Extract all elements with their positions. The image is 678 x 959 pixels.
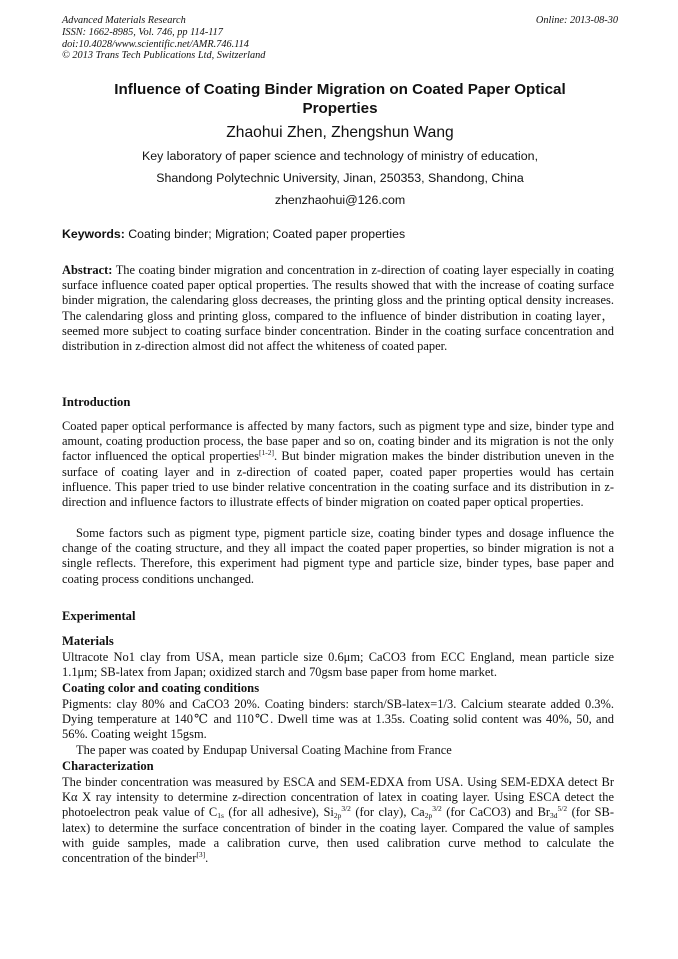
char-text-c: (for clay), Ca bbox=[350, 805, 425, 820]
characterization-heading: Characterization bbox=[62, 759, 154, 773]
journal-name: Advanced Materials Research bbox=[62, 15, 186, 26]
char-text-e: (for SB-latex) to determine the surface concentration of binder in the coating layer. Compared the value of samples with guide samples, made a calibration curve, then used calibration curve method to calculate the concentration of the binder bbox=[62, 805, 614, 866]
affiliation-line-1: Key laboratory of paper science and technology of ministry of education, bbox=[141, 149, 539, 163]
ca-subscript: 2p bbox=[424, 811, 433, 821]
materials-paragraph: Ultracote No1 clay from USA, mean particle size 0.6μm; CaCO3 from ECC England, mean particle size 1.1μm; SB-latex from Japan; oxidized starch and 70gsm base paper from home market. bbox=[62, 650, 614, 680]
char-text-a: The binder concentration was measured by ESCA and SEM-EDXA from USA. Using SEM-EDXA detect Br Kα X ray intensity to determine z-direction concentration of latex in coating layer. Using ESCA detect the photoelectron peak value of C bbox=[62, 775, 614, 820]
affiliation-line-2: Shandong Polytechnic University, Jinan, 250353, Shandong, China bbox=[156, 171, 524, 185]
ca-superscript: 3/2 bbox=[432, 804, 442, 814]
si-subscript: 2p bbox=[333, 811, 342, 821]
c1s-subscript: 1s bbox=[217, 811, 224, 821]
keywords bbox=[62, 227, 618, 242]
br-subscript: 3d bbox=[550, 811, 558, 821]
journal-header bbox=[62, 15, 618, 62]
online-date: Online: 2013-08-30 bbox=[535, 15, 618, 26]
issn-line: ISSN: 1662-8985, Vol. 746, pp 114-117 bbox=[62, 26, 223, 38]
keywords-label: Keywords: bbox=[62, 227, 125, 241]
intro-p1-text-a: Coated paper optical performance is affected by many factors, such as pigment type and size, binder type and amount, coating production process, the base paper and so on, coating binder and its migration is not the only factor influenced the optical properties bbox=[62, 419, 614, 464]
characterization-paragraph bbox=[62, 775, 614, 866]
abstract-label: Abstract: bbox=[62, 263, 113, 277]
copyright-line: © 2013 Trans Tech Publications Ltd, Switzerland bbox=[62, 50, 266, 62]
coating-conditions-paragraph: Pigments: clay 80% and CaCO3 20%. Coating binders: starch/SB-latex=1/3. Calcium stearate added 0.3%. Dying temperature at 140℃ and 110℃. Dwell time was at 1.35s. Coating solid content was 40%, 50, and 56%. Coating weight 15gsm. bbox=[62, 697, 614, 742]
coating-conditions-heading: Coating color and coating conditions bbox=[62, 681, 260, 695]
char-text-b: (for all adhesive), Si bbox=[223, 805, 334, 820]
materials-heading: Materials bbox=[62, 634, 114, 648]
si-superscript: 3/2 bbox=[341, 804, 351, 814]
introduction-paragraph-2: Some factors such as pigment type, pigment particle size, coating binder types and dosage influence the change of the coating structure, and they all impact the coated paper properties, so binder migration is not a single reflects. Therefore, this experiment had pigment type and particle size, binder types, base paper and coating process conditions unchanged. bbox=[62, 526, 614, 586]
paper-title bbox=[62, 80, 618, 118]
authors: Zhaohui Zhen, Zhengshun Wang bbox=[226, 124, 454, 141]
author-email[interactable]: zhenzhaohui@126.com bbox=[274, 193, 406, 207]
citation-1-2[interactable]: [1-2] bbox=[259, 448, 275, 458]
abstract bbox=[62, 263, 614, 354]
experimental-heading: Experimental bbox=[62, 609, 136, 623]
title-line-1: Influence of Coating Binder Migration on Coated Paper Optical bbox=[114, 81, 566, 98]
title-line-2: Properties bbox=[302, 100, 378, 117]
introduction-paragraph-1 bbox=[62, 419, 614, 510]
coating-machine-paragraph: The paper was coated by Endupap Universal Coating Machine from France bbox=[76, 743, 452, 757]
citation-3[interactable]: [3] bbox=[196, 850, 206, 860]
br-superscript: 5/2 bbox=[557, 804, 568, 814]
char-text-d: (for CaCO3) and Br bbox=[441, 805, 551, 820]
intro-p1-text-b: . But binder migration makes the binder distribution uneven in the surface of coating layer and in z-direction of coated paper, coated paper properties would has certain influence. This paper tried to use binder relative concentration in the coating surface and its distribution in z-direction and influence factors to illustrate effects of binder migration on coated paper optical properties. bbox=[62, 449, 614, 510]
introduction-heading: Introduction bbox=[62, 395, 131, 409]
abstract-text: The coating binder migration and concentration in z-direction of coating layer especially in coating surface influence coated paper optical properties. The results showed that with the increase of coating surface binder migration, the calendaring gloss decreases, the printing gloss and the printing optical density increases. The calendaring gloss and printing gloss, compared to the influence of binder distribution in coating layer， seemed more subject to coating surface binder concentration. Binder in the coating surface concentration and distribution in z-direction almost did not affect the whiteness of coated paper. bbox=[62, 263, 614, 354]
char-text-end: . bbox=[205, 851, 209, 866]
doi-line[interactable]: doi:10.4028/www.scientific.net/AMR.746.114 bbox=[62, 38, 249, 50]
keywords-text: Coating binder; Migration; Coated paper properties bbox=[128, 227, 406, 241]
